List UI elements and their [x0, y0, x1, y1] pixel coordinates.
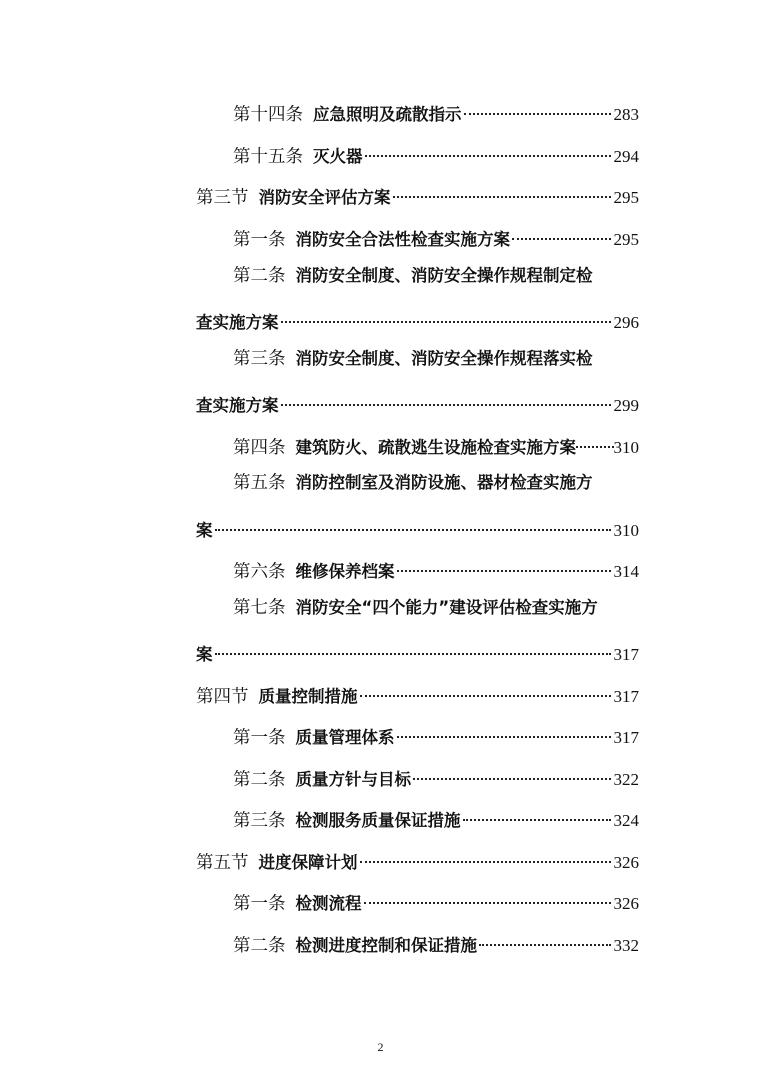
toc-entry-number: 第二条: [233, 936, 286, 956]
toc-entry-title: 进度保障计划: [258, 853, 358, 872]
page-number: 2: [377, 1040, 384, 1054]
toc-entry-number: 第四条: [233, 438, 286, 458]
toc-entry-number: 第二条: [233, 770, 286, 790]
dot-leader: [463, 804, 611, 826]
toc-entry-title: 消防安全“四个能力”建设评估检查实施方: [295, 598, 598, 617]
toc-entry[interactable]: [233, 98, 639, 125]
toc-entry-page: 296: [613, 313, 639, 332]
toc-entry[interactable]: [233, 472, 639, 494]
toc-entry-title: 检测进度控制和保证措施: [295, 936, 477, 955]
toc-entry-title: 维修保养档案: [295, 562, 395, 581]
toc-entry-number: 第七条: [233, 598, 286, 618]
dot-leader: [576, 431, 614, 453]
toc-entry-page: 295: [613, 230, 639, 249]
dot-leader: [360, 846, 611, 868]
toc-entry[interactable]: [233, 265, 639, 287]
toc-entry-continuation[interactable]: [196, 638, 639, 664]
toc-entry[interactable]: [233, 140, 639, 167]
toc-entry-number: 第一条: [233, 894, 286, 914]
dot-leader: [512, 223, 611, 245]
toc-entry-number: 第三节: [196, 188, 249, 208]
toc-entry-title: 消防安全评估方案: [258, 188, 391, 207]
toc-entry-number: 第六条: [233, 562, 286, 582]
toc-entry-title: 质量方针与目标: [295, 770, 411, 789]
toc-entry-number: 第二条: [233, 266, 286, 286]
dot-leader: [413, 763, 611, 785]
toc-entry-title: 质量控制措施: [258, 687, 358, 706]
dot-leader: [281, 306, 611, 328]
toc-entry-title: 应急照明及疏散指示: [313, 105, 462, 124]
toc-entry-page: 317: [613, 645, 639, 664]
toc-entry-number: 第三条: [233, 349, 286, 369]
toc-entry-page: 324: [613, 811, 639, 830]
toc-section[interactable]: [196, 181, 639, 208]
toc-entry-number: 第一条: [233, 728, 286, 748]
toc-entry-number: 第一条: [233, 230, 286, 250]
toc-entry-title: 消防安全制度、消防安全操作规程制定检: [295, 266, 593, 285]
dot-leader: [364, 887, 611, 909]
toc-entry-number: 第三条: [233, 811, 286, 831]
toc-entry-continuation[interactable]: [196, 306, 639, 332]
toc-entry-number: 第五条: [233, 473, 286, 493]
toc-entry[interactable]: [233, 929, 639, 956]
toc-entry-page: 299: [613, 396, 639, 415]
dot-leader: [479, 929, 611, 951]
toc-entry-page: 317: [613, 687, 639, 706]
toc-entry-title: 查实施方案: [196, 396, 279, 415]
toc-entry[interactable]: [233, 555, 639, 582]
dot-leader: [397, 721, 611, 743]
toc-entry-title: 案: [196, 645, 213, 664]
toc-entry[interactable]: [233, 348, 639, 370]
toc-entry[interactable]: [233, 887, 639, 914]
toc-entry[interactable]: [233, 804, 639, 831]
dot-leader: [393, 181, 611, 203]
toc-entry-title: 消防控制室及消防设施、器材检查实施方: [295, 473, 593, 492]
toc-entry-number: 第十四条: [233, 105, 303, 125]
toc-entry-page: 294: [613, 147, 639, 166]
toc-section[interactable]: [196, 680, 639, 707]
toc-entry-page: 310: [613, 438, 639, 457]
toc-entry-number: 第十五条: [233, 147, 303, 167]
toc-entry-page: 326: [613, 894, 639, 913]
toc-entry-title: 查实施方案: [196, 313, 279, 332]
toc-entry-continuation[interactable]: [196, 389, 639, 415]
toc-entry-continuation[interactable]: [196, 514, 639, 540]
toc-entry[interactable]: [233, 721, 639, 748]
dot-leader: [397, 555, 611, 577]
toc-entry-page: 283: [613, 105, 639, 124]
toc-entry-title: 建筑防火、疏散逃生设施检查实施方案: [295, 438, 576, 457]
toc-entry-page: 322: [613, 770, 639, 789]
toc-entry[interactable]: [233, 763, 639, 790]
toc-section[interactable]: [196, 846, 639, 873]
toc-entry-number: 第五节: [196, 853, 249, 873]
dot-leader: [360, 680, 611, 702]
toc-entry-title: 案: [196, 521, 213, 540]
toc-entry-page: 326: [613, 853, 639, 872]
toc-entry-title: 检测流程: [295, 894, 362, 913]
toc-entry[interactable]: [233, 431, 639, 458]
toc-entry-title: 消防安全合法性检查实施方案: [295, 230, 510, 249]
dot-leader: [215, 638, 611, 660]
toc-entry-page: 310: [613, 521, 639, 540]
toc-entry-number: 第四节: [196, 687, 249, 707]
toc-entry-page: 295: [613, 188, 639, 207]
toc-entry-title: 灭火器: [313, 147, 363, 166]
toc-entry[interactable]: [233, 223, 639, 250]
dot-leader: [215, 514, 611, 536]
toc-entry-title: 检测服务质量保证措施: [295, 811, 461, 830]
dot-leader: [365, 140, 611, 162]
toc-entry-page: 332: [613, 936, 639, 955]
toc-entry-page: 314: [613, 562, 639, 581]
toc-entry-page: 317: [613, 728, 639, 747]
dot-leader: [464, 98, 611, 120]
toc-entry[interactable]: [233, 597, 639, 619]
dot-leader: [281, 389, 611, 411]
toc-entry-title: 消防安全制度、消防安全操作规程落实检: [295, 349, 593, 368]
toc-entry-title: 质量管理体系: [295, 728, 395, 747]
